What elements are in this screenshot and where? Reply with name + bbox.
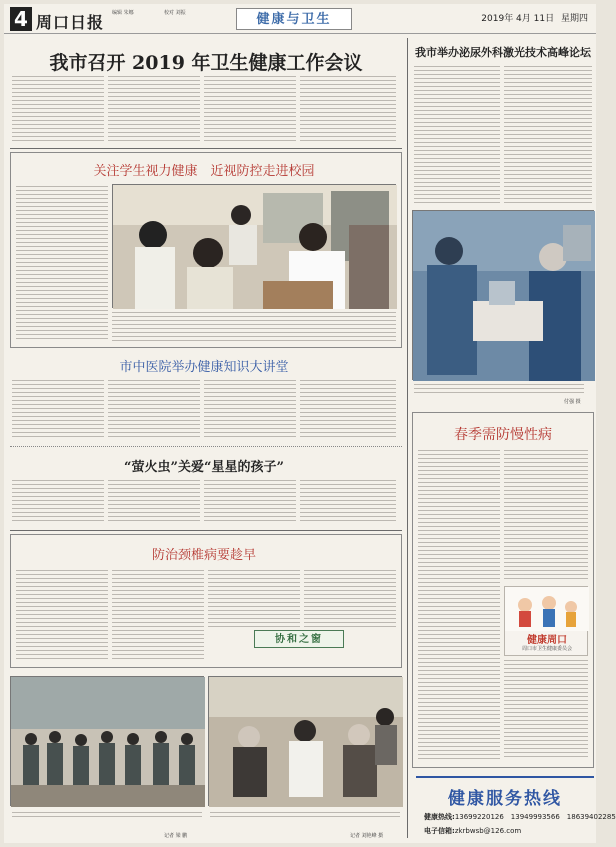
cervical-text-col-3 (208, 570, 300, 630)
main-article-col-4 (300, 76, 396, 142)
health-ad-illustration (505, 587, 589, 631)
divider (10, 530, 402, 531)
editor-line: 编辑 朱娜 (112, 10, 134, 16)
laser-photo-byline: 付强 摄 (564, 399, 581, 405)
column-divider (407, 38, 408, 838)
audience-scene-graphic (11, 677, 205, 807)
tcm-text-col-2 (108, 380, 200, 440)
hotline-phone (424, 812, 616, 822)
laser-text-col-2 (504, 66, 592, 206)
column-badge: 协和之窗 (254, 630, 344, 648)
health-check-scene-graphic (209, 677, 403, 807)
classroom-eye-exam-photo (112, 184, 396, 308)
cervical-text-col-4 (304, 570, 396, 630)
page-number: 4 (10, 7, 32, 31)
firefly-text-col-1 (12, 480, 104, 522)
surgery-scene-graphic (413, 211, 595, 381)
laser-forum-headline: 我市举办泌尿外科激光技术高峰论坛 (415, 46, 591, 59)
lecture-audience-photo (10, 676, 204, 806)
weekday-text: 星期四 (560, 14, 588, 24)
health-ad-logo: 健康周口 (527, 635, 567, 646)
cervical-text-col-1 (16, 570, 108, 662)
tcm-text-col-1 (12, 380, 104, 440)
health-ad (504, 586, 588, 656)
main-article-col-1 (12, 76, 104, 142)
divider (10, 148, 402, 149)
cervical-headline: 防治颈椎病要趁早 (151, 548, 256, 563)
right-photo-caption (210, 812, 400, 820)
issue-date (481, 11, 588, 24)
health-hotline (416, 776, 616, 840)
section-title: 健康与卫生 (236, 8, 352, 30)
hotline-phone-value: 13699220126 13949993566 18639402285 (454, 813, 616, 821)
designer-line: 校对 刘振 (164, 10, 186, 16)
newspaper-page (4, 4, 616, 843)
spring-text-col-1 (418, 450, 500, 760)
vision-text-bottom (112, 312, 396, 342)
laser-text-col-1 (414, 66, 500, 206)
spring-text-col-2 (504, 450, 588, 582)
main-article-col-3 (204, 76, 296, 142)
masthead (4, 4, 596, 34)
hotline-phone-label: 健康热线: (424, 813, 455, 821)
laser-surgery-photo (412, 210, 594, 380)
firefly-text-col-4 (300, 480, 396, 522)
hotline-email (424, 826, 521, 836)
firefly-text-col-3 (204, 480, 296, 522)
tcm-text-col-3 (204, 380, 296, 440)
firefly-text-col-2 (108, 480, 200, 522)
left-photo-caption (12, 812, 202, 820)
vision-headline: 关注学生视力健康 近视防控走进校园 (93, 164, 315, 179)
main-article-col-2 (108, 76, 200, 142)
laser-photo-caption (414, 384, 584, 394)
spring-headline: 春季需防慢性病 (454, 427, 552, 443)
spring-text-col-2-bottom (504, 660, 588, 760)
right-photo-byline: 记者 刘艳峰 摄 (350, 833, 384, 839)
hotline-email-value: zkrbwsb@126.com (454, 827, 522, 835)
tcm-headline: 市中医院举办健康知识大讲堂 (119, 360, 289, 375)
divider (10, 446, 402, 447)
elderly-health-check-photo (208, 676, 402, 806)
hotline-email-label: 电子信箱: (424, 827, 455, 835)
date-text: 2019年 4月 11日 (481, 14, 555, 24)
classroom-scene-graphic (113, 185, 397, 309)
firefly-headline: “萤火虫”关爱“星星的孩子” (124, 460, 284, 475)
hotline-title: 健康服务热线 (448, 789, 562, 809)
cervical-text-col-2 (112, 570, 204, 662)
health-ad-subtitle: 周口市卫生健康委员会 (521, 646, 572, 652)
main-headline: 我市召开 2019 年卫生健康工作会议 (49, 52, 363, 74)
left-photo-byline: 记者 梁 鹏 (164, 833, 188, 839)
paper-name: 周口日报 (36, 13, 105, 32)
tcm-text-col-4 (300, 380, 396, 440)
vision-text-col-1 (16, 186, 108, 342)
